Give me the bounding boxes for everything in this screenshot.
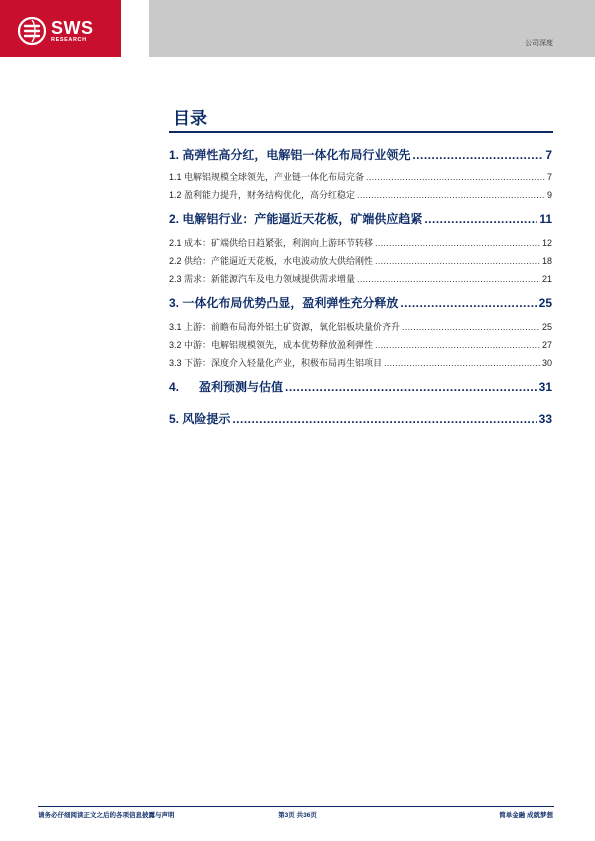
toc-entry-3-1[interactable] bbox=[169, 320, 552, 333]
toc-entry-page: 9 bbox=[546, 190, 552, 200]
toc-entry-3[interactable] bbox=[169, 294, 552, 311]
toc-entry-2-1[interactable] bbox=[169, 236, 552, 249]
toc-entry-page: 18 bbox=[541, 256, 552, 266]
toc-entry-text: 4. 盈利预测与估值 bbox=[169, 380, 284, 394]
toc-entry-page: 25 bbox=[538, 296, 552, 310]
logo-sub-text: RESEARCH bbox=[51, 36, 87, 43]
toc-leader-dots bbox=[375, 256, 540, 266]
toc-entry-5[interactable] bbox=[169, 410, 552, 427]
toc-entry-page: 7 bbox=[546, 172, 552, 182]
toc-entry-page: 12 bbox=[541, 238, 552, 248]
toc-leader-dots bbox=[375, 340, 540, 350]
toc-entry-text: 1. 高弹性高分红，电解铝一体化布局行业领先 bbox=[169, 148, 411, 162]
toc-entry-text: 3.1 上游：前瞻布局海外铝土矿资源，氧化铝板块量价齐升 bbox=[169, 322, 401, 332]
toc-entry-text: 2.3 需求：新能源汽车及电力领域提供需求增量 bbox=[169, 274, 356, 284]
toc-leader-dots bbox=[357, 274, 540, 284]
toc-leader-dots bbox=[384, 358, 540, 368]
toc-entry-page: 7 bbox=[545, 148, 552, 162]
toc-entry-page: 30 bbox=[541, 358, 552, 368]
toc-entry-text: 2.2 供给：产能逼近天花板，水电波动放大供给刚性 bbox=[169, 256, 374, 266]
header-gray-bar bbox=[149, 0, 595, 57]
toc-entry-3-3[interactable] bbox=[169, 356, 552, 369]
toc-entry-page: 25 bbox=[541, 322, 552, 332]
toc-leader-dots bbox=[412, 148, 543, 162]
toc-entry-1-1[interactable] bbox=[169, 170, 552, 183]
toc-entry-page: 21 bbox=[541, 274, 552, 284]
toc-entry-1[interactable] bbox=[169, 146, 552, 163]
toc-entry-text: 3.2 中游：电解铝规模领先，成本优势释放盈利弹性 bbox=[169, 340, 374, 350]
document-type-label: 公司深度 bbox=[525, 40, 553, 47]
toc-entry-1-2[interactable] bbox=[169, 188, 552, 201]
toc-entry-text: 2. 电解铝行业：产能逼近天花板，矿端供应趋紧 bbox=[169, 212, 423, 226]
toc-leader-dots bbox=[375, 238, 540, 248]
toc-entry-3-2[interactable] bbox=[169, 338, 552, 351]
footer-page-info: 第3页 共36页 bbox=[278, 812, 317, 819]
toc-entry-text: 3. 一体化布局优势凸显，盈利弹性充分释放 bbox=[169, 296, 399, 310]
toc-entry-text: 3.3 下游：深度介入轻量化产业，积极布局再生铝项目 bbox=[169, 358, 383, 368]
sws-logo bbox=[18, 17, 94, 45]
toc-leader-dots bbox=[366, 172, 545, 182]
footer-slogan: 简单金融 成就梦想 bbox=[499, 812, 553, 819]
toc-entry-4[interactable] bbox=[169, 378, 552, 395]
toc-entry-page: 11 bbox=[539, 212, 552, 226]
toc-entry-text: 1.1 电解铝规模全球领先，产业链一体化布局完备 bbox=[169, 172, 365, 182]
toc-title-rule bbox=[169, 131, 553, 133]
toc-leader-dots bbox=[232, 412, 536, 426]
toc-entry-page: 33 bbox=[538, 412, 552, 426]
sws-logo-icon bbox=[18, 17, 46, 45]
toc-entry-2-2[interactable] bbox=[169, 254, 552, 267]
toc-leader-dots bbox=[400, 296, 536, 310]
toc-entry-2[interactable] bbox=[169, 210, 552, 227]
toc-leader-dots bbox=[357, 190, 545, 200]
footer-disclaimer: 请务必仔细阅读正文之后的各项信息披露与声明 bbox=[38, 812, 175, 819]
toc-entry-2-3[interactable] bbox=[169, 272, 552, 285]
toc-leader-dots bbox=[402, 322, 540, 332]
toc-entry-text: 1.2 盈利能力提升，财务结构优化，高分红稳定 bbox=[169, 190, 356, 200]
toc-leader-dots bbox=[285, 380, 537, 394]
toc-entry-page: 31 bbox=[538, 380, 552, 394]
footer-rule bbox=[38, 806, 554, 807]
header-gap bbox=[121, 0, 149, 57]
toc-entry-page: 27 bbox=[541, 340, 552, 350]
toc-entry-text: 2.1 成本：矿端供给日趋紧张，利润向上游环节转移 bbox=[169, 238, 374, 248]
logo-main-text: SWS bbox=[51, 17, 94, 38]
toc-leader-dots bbox=[424, 212, 537, 226]
toc-entry-text: 5. 风险提示 bbox=[169, 412, 231, 426]
toc-title: 目录 bbox=[173, 109, 207, 128]
